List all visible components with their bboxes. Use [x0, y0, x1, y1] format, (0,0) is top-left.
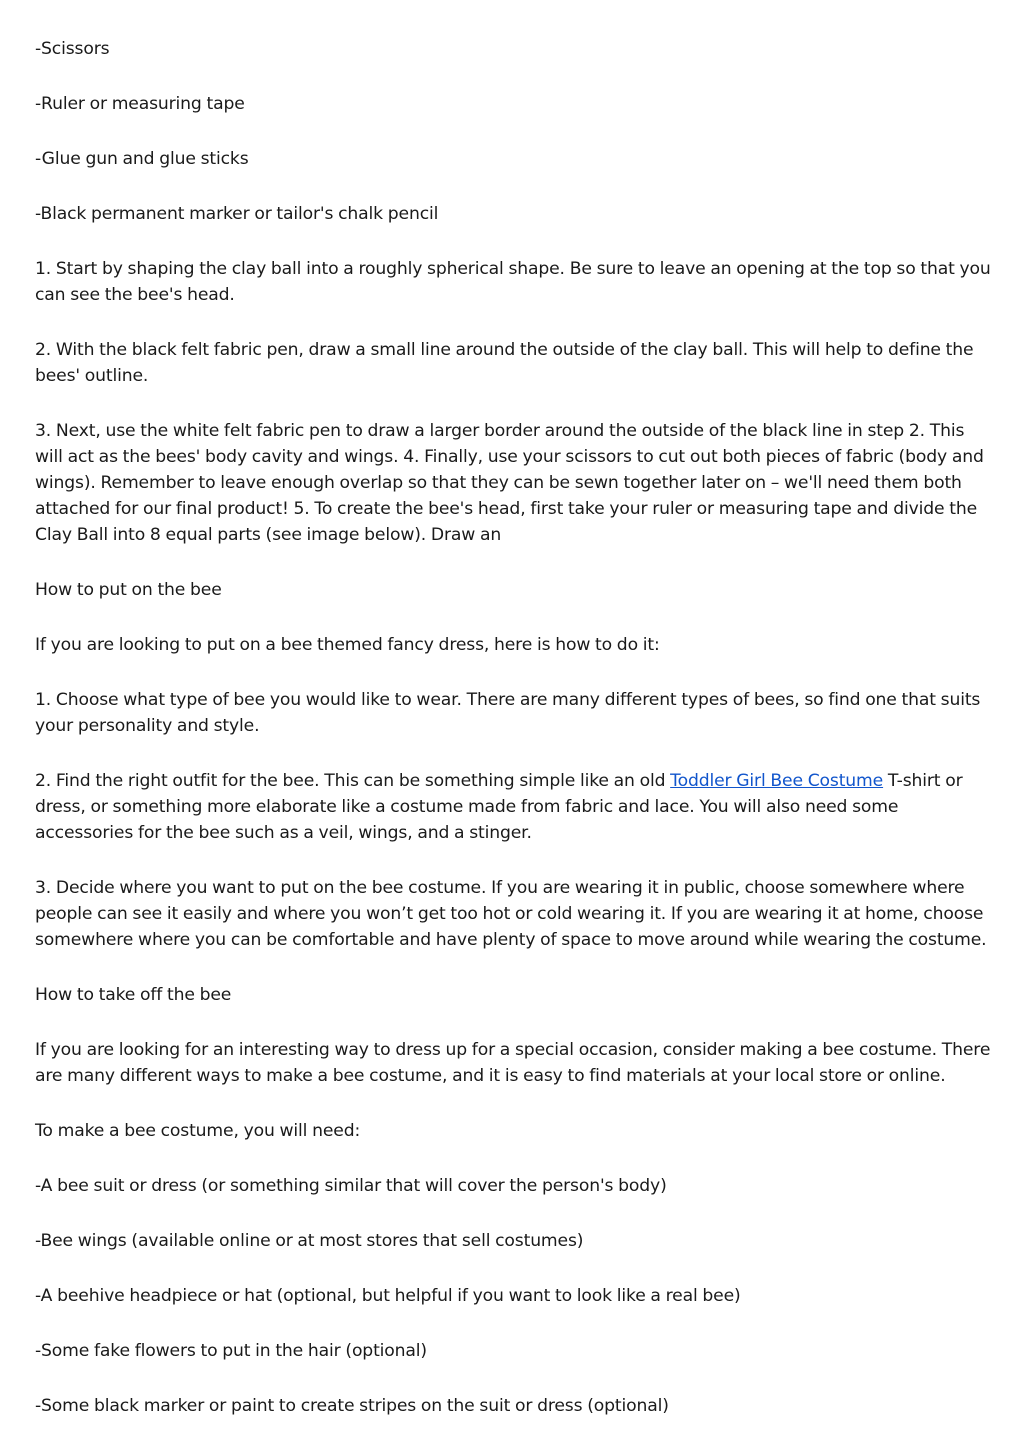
- list-item-bee-suit: -A bee suit or dress (or something similar that will cover the person's body): [35, 1176, 667, 1196]
- step-2-paragraph: 2. With the black felt fabric pen, draw a small line around the outside of the clay ball. This will help to define the bees' outline.: [35, 340, 974, 386]
- heading-how-to-take-off: How to take off the bee: [35, 985, 232, 1005]
- list-item-glue-gun: -Glue gun and glue sticks: [35, 149, 249, 169]
- toddler-girl-bee-costume-link[interactable]: Toddler Girl Bee Costume: [670, 771, 884, 791]
- list-item-beehive-headpiece: -A beehive headpiece or hat (optional, but helpful if you want to look like a real bee): [35, 1286, 741, 1306]
- heading-how-to-put-on: How to put on the bee: [35, 580, 222, 600]
- link-paragraph-after: T-shirt or dress, or something more elaborate like a costume made from fabric and lace. You will also need some accessories for the bee such as a veil, wings, and a stinger.: [35, 771, 963, 843]
- step-1-paragraph: 1. Start by shaping the clay ball into a roughly spherical shape. Be sure to leave an opening at the top so that you can see the bee's head.: [35, 259, 991, 305]
- intro-take-off-paragraph: If you are looking for an interesting way to dress up for a special occasion, consider making a bee costume. There are many different ways to make a bee costume, and it is easy to find materials at your local store or online.: [35, 1040, 991, 1086]
- list-item-fake-flowers: -Some fake flowers to put in the hair (optional): [35, 1341, 427, 1361]
- link-paragraph-before: 2. Find the right outfit for the bee. This can be something simple like an old: [35, 771, 671, 791]
- put-on-step-1-paragraph: 1. Choose what type of bee you would like to wear. There are many different types of bees, so find one that suits your personality and style.: [35, 690, 981, 736]
- intro-put-on-paragraph: If you are looking to put on a bee themed fancy dress, here is how to do it:: [35, 635, 660, 655]
- put-on-step-2-paragraph: [35, 768, 995, 846]
- list-item-ruler: -Ruler or measuring tape: [35, 94, 245, 114]
- you-will-need-paragraph: To make a bee costume, you will need:: [35, 1121, 361, 1141]
- list-item-bee-wings: -Bee wings (available online or at most stores that sell costumes): [35, 1231, 584, 1251]
- step-3-paragraph: 3. Next, use the white felt fabric pen to draw a larger border around the outside of the black line in step 2. This will act as the bees' body cavity and wings. 4. Finally, use your scissors to cut out both pieces of fabric (body and wings). Remember to leave enough overlap so that they can be sewn together later on – we'll need them both attached for our final product! 5. To create the bee's head, first take your ruler or measuring tape and divide the Clay Ball into 8 equal parts (see image below). Draw an: [35, 421, 984, 545]
- list-item-marker: -Black permanent marker or tailor's chalk pencil: [35, 204, 439, 224]
- document-body: [35, 36, 995, 1448]
- list-item-scissors: -Scissors: [35, 39, 110, 59]
- put-on-step-3-paragraph: 3. Decide where you want to put on the bee costume. If you are wearing it in public, choose somewhere where people can see it easily and where you won’t get too hot or cold wearing it. If you are wearing it at home, choose somewhere where you can be comfortable and have plenty of space to move around while wearing the costume.: [35, 878, 987, 950]
- list-item-black-marker: -Some black marker or paint to create stripes on the suit or dress (optional): [35, 1396, 669, 1416]
